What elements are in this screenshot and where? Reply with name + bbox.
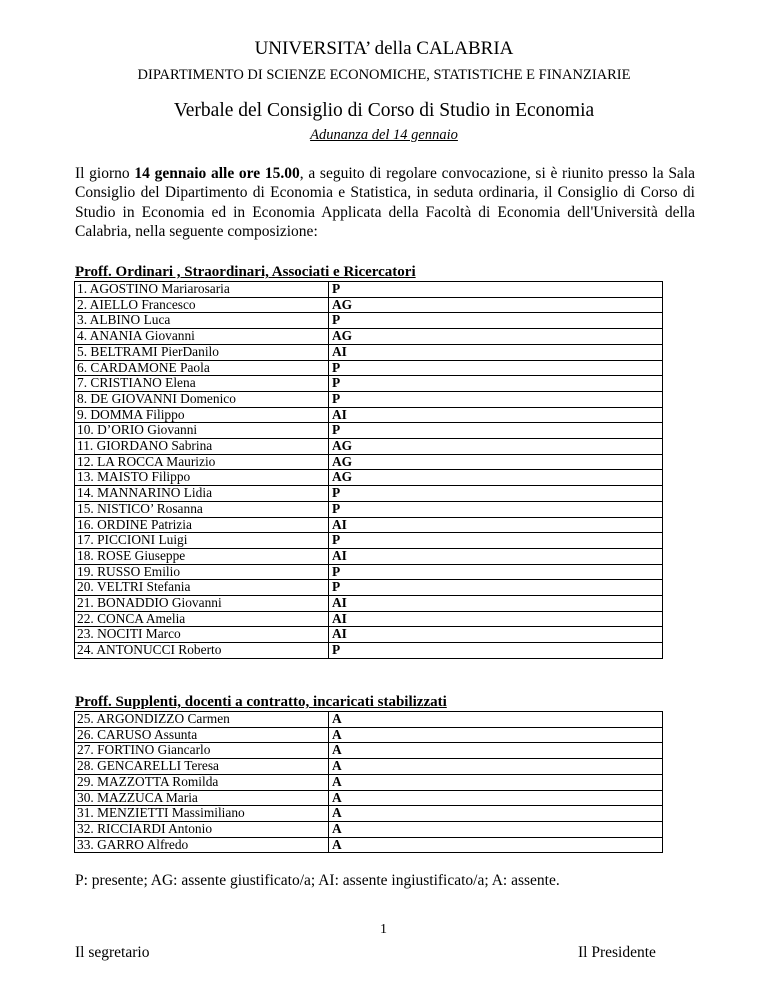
attendance-table-supplenti [74,711,663,853]
member-name: 12. LA ROCCA Maurizio [75,454,329,470]
attendance-status: P [329,376,663,392]
member-name: 31. MENZIETTI Massimiliano [75,806,329,822]
table-row [75,627,663,643]
attendance-status: A [329,837,663,853]
table-row [75,837,663,853]
attendance-status: AG [329,329,663,345]
table-row [75,743,663,759]
member-name: 2. AIELLO Francesco [75,297,329,313]
table-row [75,580,663,596]
page-number: 1 [380,922,387,937]
section2-heading: Proff. Supplenti, docenti a contratto, incaricati stabilizzati [75,694,447,710]
member-name: 22. CONCA Amelia [75,611,329,627]
attendance-status: AI [329,548,663,564]
table-row [75,344,663,360]
attendance-status: A [329,759,663,775]
table-row [75,790,663,806]
attendance-status: P [329,580,663,596]
intro-date-time: 14 gennaio alle ore 15.00 [134,165,300,182]
attendance-status: A [329,743,663,759]
attendance-status: P [329,313,663,329]
attendance-status: AI [329,627,663,643]
member-name: 21. BONADDIO Giovanni [75,596,329,612]
member-name: 25. ARGONDIZZO Carmen [75,712,329,728]
attendance-status: A [329,774,663,790]
table-row [75,727,663,743]
table-row [75,407,663,423]
member-name: 18. ROSE Giuseppe [75,548,329,564]
member-name: 16. ORDINE Patrizia [75,517,329,533]
member-name: 24. ANTONUCCI Roberto [75,643,329,659]
member-name: 10. D’ORIO Giovanni [75,423,329,439]
table-row [75,759,663,775]
attendance-status: P [329,564,663,580]
member-name: 6. CARDAMONE Paola [75,360,329,376]
attendance-status: AI [329,517,663,533]
table-row [75,611,663,627]
section1-heading: Proff. Ordinari , Straordinari, Associati e Ricercatori [75,264,416,280]
attendance-status: P [329,423,663,439]
table-row [75,313,663,329]
attendance-status: AI [329,344,663,360]
attendance-status: AG [329,454,663,470]
member-name: 26. CARUSO Assunta [75,727,329,743]
attendance-status: AI [329,611,663,627]
member-name: 8. DE GIOVANNI Domenico [75,391,329,407]
table-row [75,423,663,439]
table-row [75,297,663,313]
attendance-status: AG [329,439,663,455]
table-row [75,774,663,790]
member-name: 5. BELTRAMI PierDanilo [75,344,329,360]
member-name: 11. GIORDANO Sabrina [75,439,329,455]
table-row [75,329,663,345]
table-row [75,486,663,502]
member-name: 14. MANNARINO Lidia [75,486,329,502]
table-row [75,470,663,486]
signature-president: Il Presidente [578,944,656,961]
attendance-status: A [329,712,663,728]
attendance-status: P [329,533,663,549]
member-name: 33. GARRO Alfredo [75,837,329,853]
table-row [75,712,663,728]
table-row [75,533,663,549]
attendance-status: A [329,727,663,743]
document-title: Verbale del Consiglio di Corso di Studio in Economia [173,100,595,121]
member-name: 19. RUSSO Emilio [75,564,329,580]
member-name: 1. AGOSTINO Mariarosaria [75,282,329,298]
member-name: 15. NISTICO’ Rosanna [75,501,329,517]
attendance-status: P [329,486,663,502]
table-row [75,643,663,659]
intro-text-rest: , a seguito di regolare convocazione, si è riunito presso la Sala Consiglio del Dipartimento di Economia e Statistica, in seduta ordinaria, il Consiglio di Corso di Studio in Economia ed in Economia Applicata della Facoltà di Economia dell'Università della Calabria, nella seguente composizione: [75,165,695,240]
attendance-status: P [329,360,663,376]
member-name: 3. ALBINO Luca [75,313,329,329]
member-name: 7. CRISTIANO Elena [75,376,329,392]
signature-secretary: Il segretario [75,944,150,961]
attendance-status: P [329,391,663,407]
member-name: 20. VELTRI Stefania [75,580,329,596]
member-name: 29. MAZZOTTA Romilda [75,774,329,790]
table-row [75,501,663,517]
attendance-status: AI [329,596,663,612]
table-row [75,596,663,612]
attendance-status: A [329,806,663,822]
attendance-status: A [329,790,663,806]
meeting-date-subtitle: Adunanza del 14 gennaio [310,127,458,143]
member-name: 13. MAISTO Filippo [75,470,329,486]
attendance-status: AI [329,407,663,423]
table-row [75,376,663,392]
table-row [75,360,663,376]
member-name: 4. ANANIA Giovanni [75,329,329,345]
attendance-status: P [329,643,663,659]
table-row [75,548,663,564]
table-row [75,391,663,407]
attendance-status: AG [329,470,663,486]
member-name: 17. PICCIONI Luigi [75,533,329,549]
university-name: UNIVERSITA’ della CALABRIA [254,38,514,59]
attendance-status: AG [329,297,663,313]
member-name: 28. GENCARELLI Teresa [75,759,329,775]
attendance-table-ordinari [74,281,663,659]
table-row [75,454,663,470]
member-name: 9. DOMMA Filippo [75,407,329,423]
intro-paragraph [75,164,695,241]
table-row [75,806,663,822]
intro-text-start: Il giorno [75,165,135,182]
legend: P: presente; AG: assente giustificato/a; AI: assente ingiustificato/a; A: assente. [75,872,560,889]
attendance-status: A [329,821,663,837]
table-row [75,282,663,298]
member-name: 30. MAZZUCA Maria [75,790,329,806]
attendance-status: P [329,501,663,517]
member-name: 27. FORTINO Giancarlo [75,743,329,759]
table-row [75,517,663,533]
department-name: DIPARTIMENTO DI SCIENZE ECONOMICHE, STATISTICHE E FINANZIARIE [137,67,631,83]
table-row [75,439,663,455]
attendance-status: P [329,282,663,298]
table-row [75,564,663,580]
table-row [75,821,663,837]
member-name: 32. RICCIARDI Antonio [75,821,329,837]
member-name: 23. NOCITI Marco [75,627,329,643]
